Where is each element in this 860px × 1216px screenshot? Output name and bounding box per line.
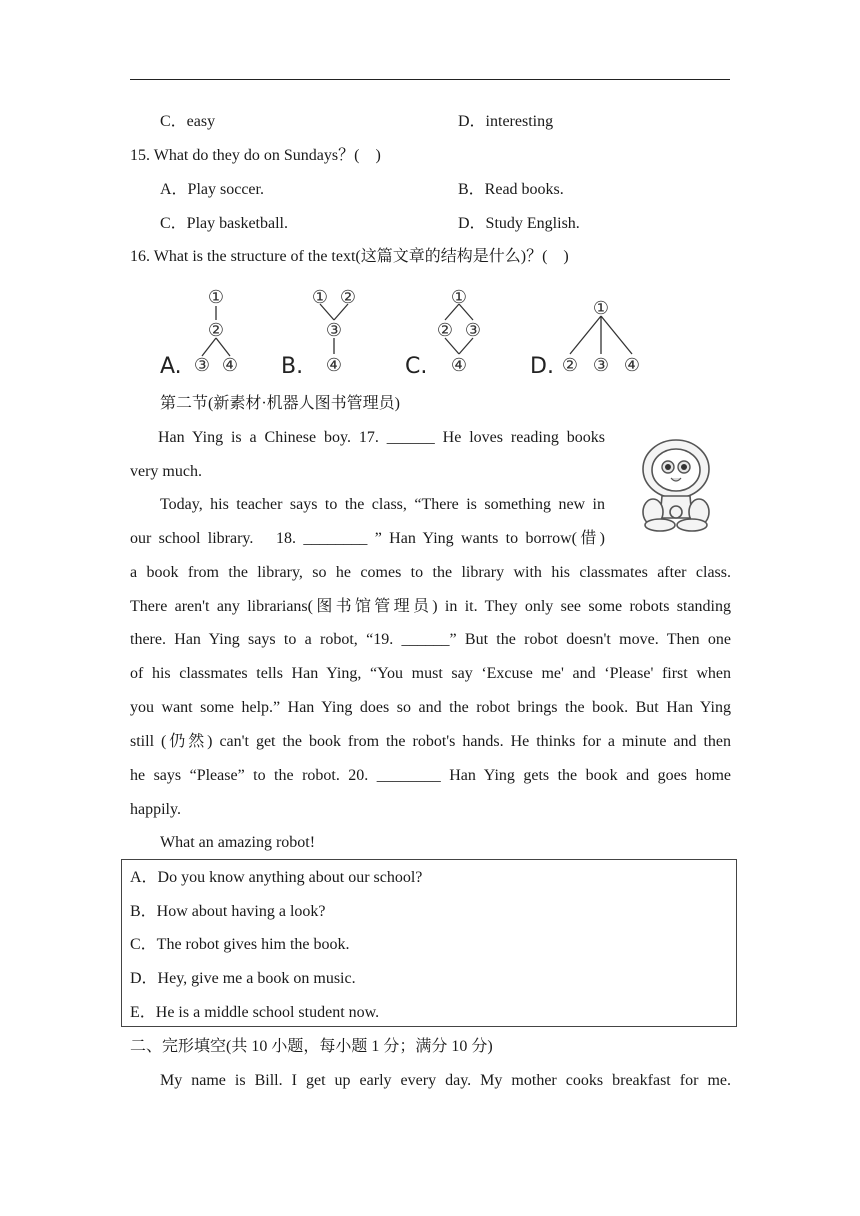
passage-line-10: still (仍然) can't get the book from the robot's hands. He thinks for a minute and then xyxy=(130,733,731,750)
node-c-1: ① xyxy=(450,287,468,308)
node-a-2: ② xyxy=(207,320,225,341)
passage-line-8: of his classmates tells Han Ying, “You must say ‘Excuse me' and ‘Please' first when xyxy=(130,665,731,682)
diagram-d xyxy=(562,298,640,376)
node-b-1: ① xyxy=(311,287,329,308)
node-c-2: ② xyxy=(436,320,454,341)
node-a-3: ③ xyxy=(193,355,211,376)
choice-e: E．He is a middle school student now. xyxy=(130,1004,380,1021)
passage-line-4: our school library. 18. ________ ” Han Ying wants to borrow(借) xyxy=(130,530,605,547)
passage-line-7: there. Han Ying says to a robot, “19. ______” But the robot doesn't move. Then one xyxy=(130,631,731,648)
part2-heading: 二、完形填空(共 10 小题，每小题 1 分；满分 10 分) xyxy=(130,1038,493,1055)
passage-line-1: Han Ying is a Chinese boy. 17. ______ He loves reading books xyxy=(158,429,605,446)
passage-line-5: a book from the library, so he comes to the library with his classmates after class. xyxy=(130,564,731,581)
header-rule xyxy=(130,79,730,80)
node-d-4: ④ xyxy=(623,355,641,376)
q14-option-d: D．interesting xyxy=(458,113,554,130)
part2-first-line: My name is Bill. I get up early every day. My mother cooks breakfast for me. xyxy=(160,1072,731,1089)
node-d-2: ② xyxy=(561,355,579,376)
passage-line-9: you want some help.” Han Ying does so and the robot brings the book. But Han Ying xyxy=(130,699,731,716)
diagram-label-d: D. xyxy=(530,354,554,379)
node-c-3: ③ xyxy=(464,320,482,341)
diagram-label-b: B. xyxy=(281,354,304,379)
diagram-b xyxy=(312,287,356,376)
q15-option-b: B．Read books. xyxy=(458,181,564,198)
node-d-3: ③ xyxy=(592,355,610,376)
diagram-label-a: A. xyxy=(160,354,182,379)
structure-diagrams xyxy=(150,284,660,380)
section2-heading: 第二节(新素材·机器人图书管理员) xyxy=(160,395,400,412)
node-b-4: ④ xyxy=(325,355,343,376)
node-b-3: ③ xyxy=(325,320,343,341)
passage-line-3: Today, his teacher says to the class, “There is something new in xyxy=(160,496,605,513)
q15-option-d: D．Study English. xyxy=(458,215,580,232)
passage-line-2: very much. xyxy=(130,463,202,480)
choice-c: C．The robot gives him the book. xyxy=(130,936,350,953)
diagram-a xyxy=(194,287,238,376)
node-b-2: ② xyxy=(339,287,357,308)
choice-a: A．Do you know anything about our school? xyxy=(130,869,423,886)
passage-line-12: happily. xyxy=(130,801,181,818)
diagram-label-c: C. xyxy=(405,354,428,379)
passage-line-13: What an amazing robot! xyxy=(160,834,316,851)
robot-librarian-illustration xyxy=(636,438,716,534)
passage-line-6: There aren't any librarians(图书馆管理员) in it. They only see some robots standing xyxy=(130,598,731,615)
q15-option-a: A．Play soccer. xyxy=(160,181,264,198)
q15-stem: 15. What do they do on Sundays？( ) xyxy=(130,147,381,164)
q14-option-c: C．easy xyxy=(160,113,216,130)
passage-line-11: he says “Please” to the robot. 20. ________ Han Ying gets the book and goes home xyxy=(130,767,731,784)
node-c-4: ④ xyxy=(450,355,468,376)
node-a-4: ④ xyxy=(221,355,239,376)
q15-option-c: C．Play basketball. xyxy=(160,215,288,232)
q16-stem: 16. What is the structure of the text(这篇文章的结构是什么)？( ) xyxy=(130,248,569,265)
diagram-c xyxy=(437,287,481,376)
choice-d: D．Hey, give me a book on music. xyxy=(130,970,356,987)
node-d-1: ① xyxy=(592,298,610,319)
node-a-1: ① xyxy=(207,287,225,308)
choice-b: B．How about having a look? xyxy=(130,903,326,920)
